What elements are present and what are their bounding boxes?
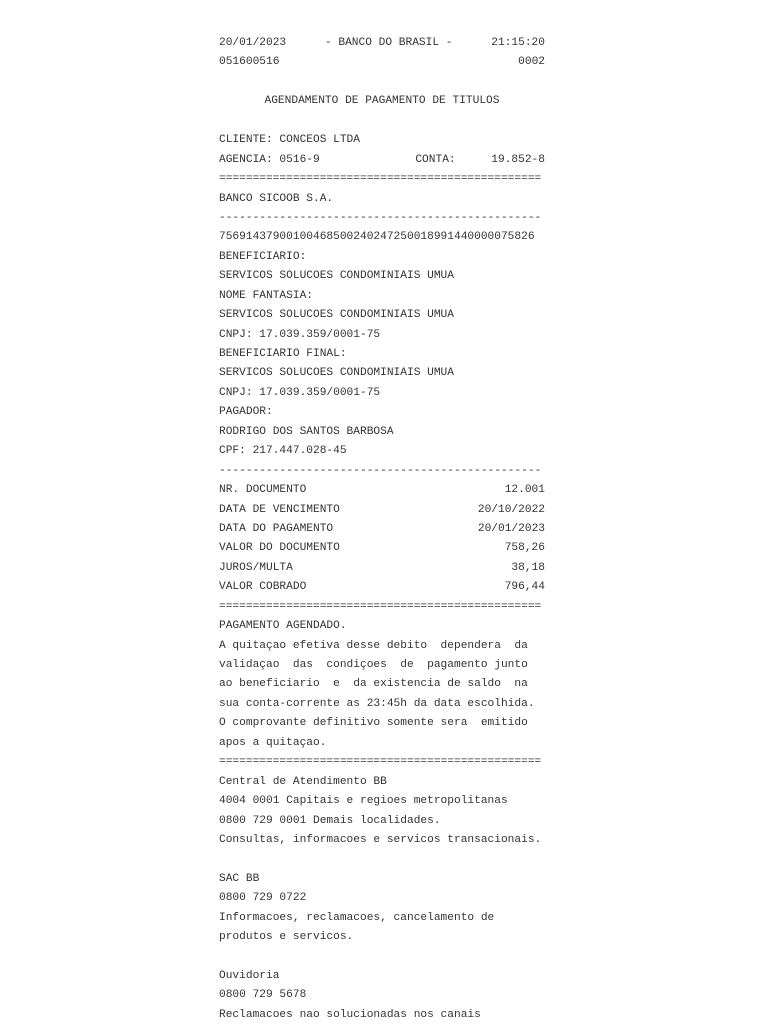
central-line: Consultas, informacoes e servicos transacionais. — [219, 833, 542, 846]
header-line-1 — [219, 34, 545, 53]
ouvidoria-title: Ouvidoria — [219, 970, 280, 982]
account-number: 19.852-8 — [491, 153, 545, 166]
spacer — [219, 948, 545, 967]
detail-label: VALOR DO DOCUMENTO — [219, 542, 340, 555]
client-name: CLIENTE: CONCEOS LTDA — [219, 134, 360, 147]
sac-line: Informacoes, reclamacoes, cancelamento de — [219, 911, 495, 924]
detail-label: NR. DOCUMENTO — [219, 484, 307, 497]
central-line: 0800 729 0001 Demais localidades. — [219, 814, 441, 827]
sac-line: 0800 729 0722 — [219, 892, 307, 905]
notice-line: ao beneficiario e da existencia de saldo na — [219, 678, 528, 691]
notice-line: A quitaçao efetiva desse debito dependera da — [219, 639, 528, 652]
receipt — [219, 34, 545, 1025]
barcode-number: 75691437900100468500240247250018991440000075826 — [219, 231, 535, 244]
detail-row — [219, 481, 545, 500]
sac-title: SAC BB — [219, 872, 260, 885]
detail-row — [219, 520, 545, 539]
party-line: SERVICOS SOLUCOES CONDOMINIAIS UMUA — [219, 367, 454, 380]
notice-line: validaçao das condiçoes de pagamento junto — [219, 659, 528, 671]
party-line: BENEFICIARIO: — [219, 250, 307, 263]
notice-line: sua conta-corrente as 23:45h da data escolhida. — [219, 697, 535, 710]
detail-value: 12.001 — [504, 484, 545, 497]
ouvidoria-line: Reclamacoes nao solucionadas nos canais — [219, 1008, 481, 1021]
receipt-time: 21:15:20 — [491, 37, 545, 49]
party-line: BENEFICIARIO FINAL: — [219, 348, 347, 360]
detail-row — [219, 559, 545, 578]
ouvidoria-line: 0800 729 5678 — [219, 989, 307, 1002]
header-line-2 — [219, 53, 545, 72]
terminal-number: 051600516 — [219, 56, 280, 69]
receipt-date: 20/01/2023 — [219, 37, 287, 49]
party-line: CNPJ: 17.039.359/0001-75 — [219, 386, 381, 399]
notice-line: O comprovante definitivo somente sera emitido — [219, 717, 528, 730]
account-label: CONTA: — [415, 153, 456, 166]
notice-line: apos a quitaçao. — [219, 736, 327, 749]
receipt-title: AGENDAMENTO DE PAGAMENTO DE TITULOS — [264, 95, 500, 108]
detail-value: 758,26 — [504, 542, 545, 555]
detail-row — [219, 578, 545, 597]
account-line — [219, 151, 545, 170]
spacer — [219, 73, 545, 92]
sequence-number: 0002 — [518, 56, 545, 69]
detail-label: DATA DO PAGAMENTO — [219, 522, 334, 535]
detail-value: 796,44 — [504, 581, 545, 594]
party-line: CNPJ: 17.039.359/0001-75 — [219, 328, 381, 341]
central-line: 4004 0001 Capitais e regioes metropolitanas — [219, 795, 508, 808]
separator-double: ================================================ — [219, 600, 542, 613]
separator-double: ================================================ — [219, 173, 542, 186]
bank-name: - BANCO DO BRASIL - — [324, 37, 453, 49]
detail-value: 38,18 — [511, 561, 545, 574]
agency: AGENCIA: 0516-9 — [219, 153, 320, 166]
party-line: PAGADOR: — [219, 406, 273, 419]
detail-row — [219, 539, 545, 558]
spacer — [219, 850, 545, 869]
payee-bank: BANCO SICOOB S.A. — [219, 192, 334, 205]
spacer — [219, 112, 545, 131]
separator-double: ================================================ — [219, 756, 542, 769]
separator-single: ------------------------------------------------ — [219, 464, 542, 477]
party-line: CPF: 217.447.028-45 — [219, 445, 347, 458]
detail-value: 20/10/2022 — [477, 503, 545, 516]
detail-label: DATA DE VENCIMENTO — [219, 503, 340, 516]
notice-title: PAGAMENTO AGENDADO. — [219, 620, 347, 633]
central-title: Central de Atendimento BB — [219, 775, 387, 788]
party-line: NOME FANTASIA: — [219, 289, 313, 302]
separator-single: ------------------------------------------------ — [219, 211, 542, 224]
detail-label: JUROS/MULTA — [219, 561, 293, 574]
party-line: RODRIGO DOS SANTOS BARBOSA — [219, 425, 394, 438]
detail-value: 20/01/2023 — [477, 522, 545, 535]
detail-row — [219, 501, 545, 520]
party-line: SERVICOS SOLUCOES CONDOMINIAIS UMUA — [219, 309, 454, 322]
detail-label: VALOR COBRADO — [219, 581, 307, 594]
sac-line: produtos e servicos. — [219, 931, 354, 944]
party-line: SERVICOS SOLUCOES CONDOMINIAIS UMUA — [219, 270, 454, 283]
